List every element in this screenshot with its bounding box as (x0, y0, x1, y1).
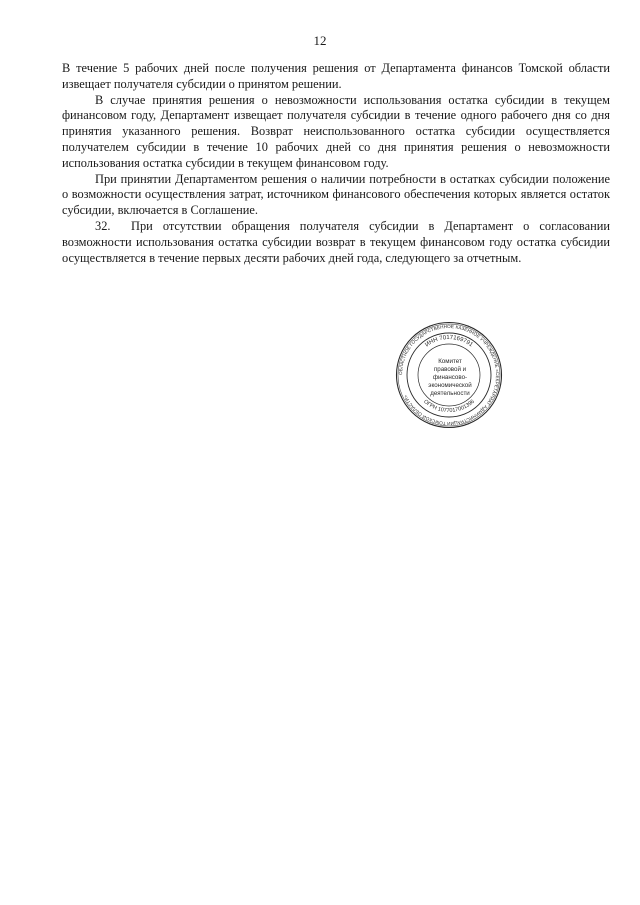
document-body (62, 61, 610, 266)
seal-center-line-4: экономической (428, 382, 472, 389)
paragraph-3: При принятии Департаментом решения о наличии потребности в остатках субсидии положение о возможности осуществления затрат, источником финансового обеспечения которых является остаток субсидии, включается в Соглашение. (62, 171, 610, 218)
seal-center-line-3: финансово- (432, 374, 468, 381)
paragraph-1: В течение 5 рабочих дней после получения решения от Департамента финансов Томской области извещает получателя субсидии о принятом решении. (62, 61, 610, 91)
item-number: 32. (95, 218, 111, 233)
seal-inn-text: ИНН 7017169791 (424, 334, 474, 349)
seal-outer-text: ОБЛАСТНОЕ ГОСУДАРСТВЕННОЕ КАЗЁННОЕ УЧРЕЖДЕНИЕ «СЕКРЕТАРИАТ АДМИНИСТРАЦИИ ТОМСКОЙ ОБЛАСТИ» (397, 323, 501, 427)
seal-center-line-5: деятельности (430, 390, 470, 397)
seal-ogrn-text: ОГРН 1077017001396 (422, 398, 476, 415)
official-seal-stamp (395, 321, 503, 429)
seal-center-line-1: Комитет (438, 358, 462, 365)
seal-graphic (395, 321, 503, 429)
paragraph-item-32 (62, 219, 610, 266)
page-number: 12 (313, 33, 327, 48)
seal-center-line-2: правовой и (433, 366, 467, 373)
seal-center-text (428, 358, 472, 397)
item-text: При отсутствии обращения получателя субсидии в Департамент о согласовании возможности использования остатка субсидии возврат в текущем финансовом году остатка субсидии осуществляется в течение первых десяти рабочих дней года, следующего за отчетным. (62, 218, 610, 265)
paragraph-2: В случае принятия решения о невозможности использования остатка субсидии в текущем финансовом году, Департамент извещает получателя субсидии в течение одного рабочего дня со дня принятия указанного решения. Возврат неиспользованного остатка субсидии осуществляется получателем субсидии в течение 10 рабочих дней со дня принятия решения о невозможности использования остатка субсидии в текущем финансовом году. (62, 92, 610, 170)
